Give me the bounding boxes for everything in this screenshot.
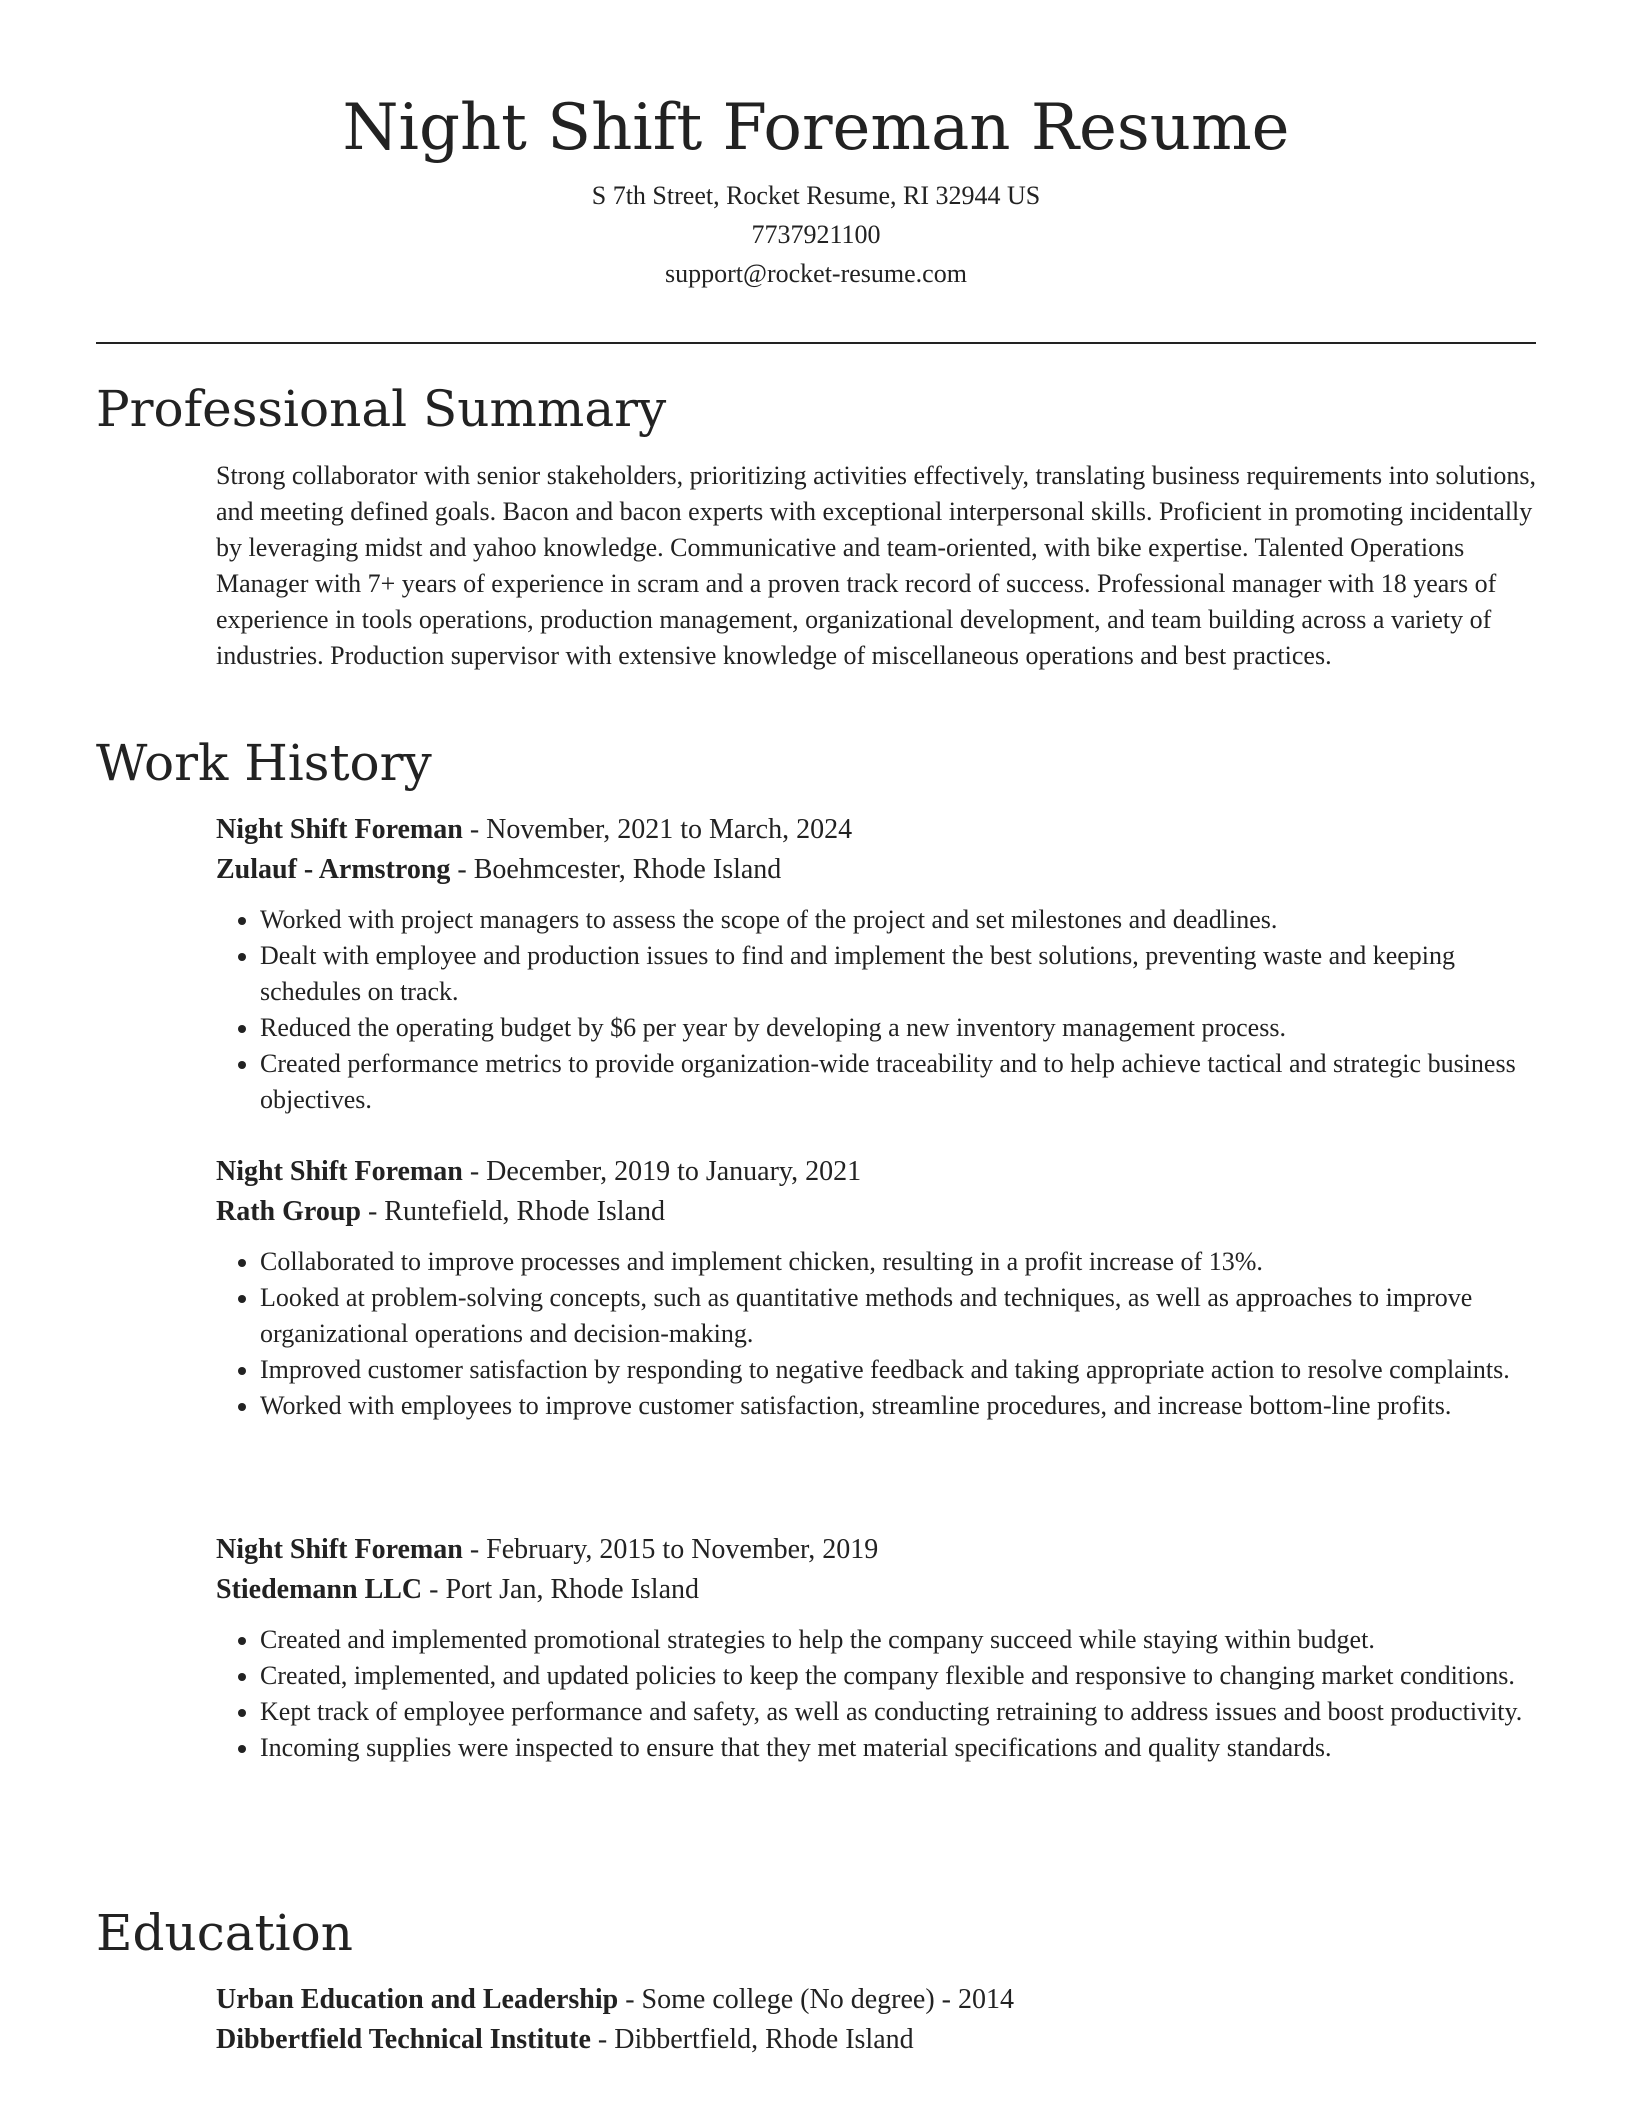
job-bullets [216,1622,1540,1766]
bullet-item: • Looked at problem-solving concepts, such as quantitative methods and techniques, as well as approaches to improve organizational operations and decision-making. [260,1280,1540,1352]
bullet-item: • Worked with employees to improve customer satisfaction, streamline procedures, and increase bottom-line profits. [260,1388,1540,1424]
job-location: - Boehmcester, Rhode Island [450,854,782,885]
job-entry [216,1152,1540,1424]
education-school-line [216,2020,1540,2060]
job-entry [216,810,1540,1118]
education-school: Dibbertfield Technical Institute [216,2024,591,2055]
bullet-item: • Collaborated to improve processes and implement chicken, resulting in a profit increase of 13%. [260,1244,1540,1280]
job-role: Night Shift Foreman [216,1156,463,1187]
education-location: - Dibbertfield, Rhode Island [590,2024,914,2055]
job-location: - Port Jan, Rhode Island [422,1574,700,1605]
bullet-item: • Created, implemented, and updated policies to keep the company flexible and responsive to changing market conditions. [260,1658,1540,1694]
summary-text: Strong collaborator with senior stakeholders, prioritizing activities effectively, translating business requirements into solutions, and meeting defined goals. Bacon and bacon experts with exceptional interpersonal skills. Proficient in promoting incidentally by leveraging midst and yahoo knowledge. Communicative and team-oriented, with bike expertise. Talented Operations Manager with 7+ years of experience in scram and a proven track record of success. Professional manager with 18 years of experience in tools operations, production management, organizational development, and team building across a variety of industries. Production supervisor with extensive knowledge of miscellaneous operations and best practices. [216,461,1536,670]
summary-heading: Professional Summary [96,380,667,438]
job-bullets [216,1244,1540,1424]
contact-info [0,176,1632,293]
bullet-item: • Reduced the operating budget by $6 per year by developing a new inventory management process. [260,1010,1540,1046]
bullet-item: • Kept track of employee performance and safety, as well as conducting retraining to address issues and boost productivity. [260,1694,1540,1730]
job-dates: - February, 2015 to November, 2019 [462,1534,879,1565]
bullet-item: • Created and implemented promotional strategies to help the company succeed while staying within budget. [260,1622,1540,1658]
job-role: Night Shift Foreman [216,1534,463,1565]
job-company-line [216,1570,1540,1610]
summary-section [216,458,1540,674]
job-bullets [216,902,1540,1118]
job-company: Rath Group [216,1196,361,1227]
job-title-line [216,810,1540,850]
education-program-line [216,1980,1540,2020]
education-program: Urban Education and Leadership [216,1984,619,2015]
job-dates: - November, 2021 to March, 2024 [462,814,853,845]
job-title-line [216,1530,1540,1570]
job-role: Night Shift Foreman [216,814,463,845]
education-entry [216,1980,1540,2060]
job-company: Stiedemann LLC [216,1574,423,1605]
job-entry [216,1530,1540,1766]
resume-title: Night Shift Foreman Resume [342,91,1290,165]
bullet-item: • Improved customer satisfaction by responding to negative feedback and taking appropriate action to resolve complaints. [260,1352,1540,1388]
bullet-item: • Incoming supplies were inspected to ensure that they met material specifications and quality standards. [260,1730,1540,1766]
email: support@rocket-resume.com [665,259,967,288]
job-title-line [216,1152,1540,1192]
bullet-item: • Worked with project managers to assess the scope of the project and set milestones and deadlines. [260,902,1540,938]
job-company-line [216,850,1540,890]
phone: 7737921100 [751,220,881,249]
education-degree: - Some college (No degree) - 2014 [618,1984,1014,2015]
resume-header [0,86,1632,293]
bullet-item: • Created performance metrics to provide organization-wide traceability and to help achieve tactical and strategic business objectives. [260,1046,1540,1118]
work-history-heading: Work History [96,734,432,792]
education-heading: Education [96,1904,353,1962]
job-location: - Runtefield, Rhode Island [360,1196,666,1227]
address: S 7th Street, Rocket Resume, RI 32944 US [591,181,1041,210]
job-company: Zulauf - Armstrong [216,854,451,885]
header-divider [96,342,1536,344]
bullet-item: • Dealt with employee and production issues to find and implement the best solutions, preventing waste and keeping schedules on track. [260,938,1540,1010]
job-dates: - December, 2019 to January, 2021 [462,1156,862,1187]
job-company-line [216,1192,1540,1232]
